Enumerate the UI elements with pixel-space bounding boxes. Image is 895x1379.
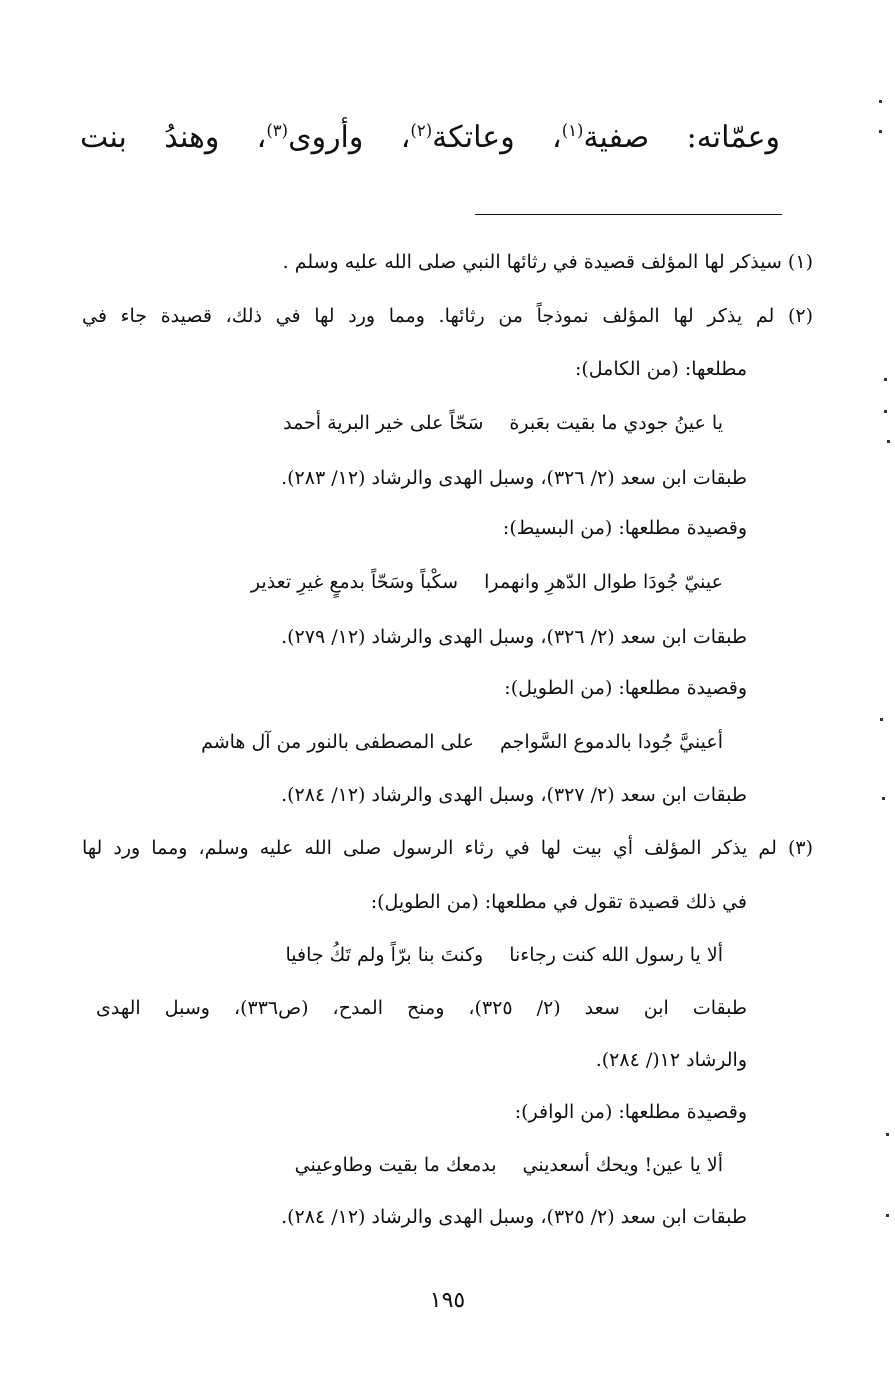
- footnote-2-line: (٢) لم يذكر لها المؤلف نموذجاً من رثائها. ومما ورد لها في ذلك، قصيدة جاء في: [82, 305, 813, 327]
- verse-hemistich: ألا يا عين! ويحك أسعديني: [522, 1154, 723, 1176]
- verse-hemistich: سَحّاً على خير البرية أحمد: [283, 412, 484, 434]
- verse-intro: وقصيدة مطلعها: (من البسيط):: [502, 517, 747, 539]
- scan-speck: [879, 130, 882, 133]
- verse-reference: طبقات ابن سعد (٢/ ٣٢٥)، ومنح المدح، (ص٣٣٦)، وسبل الهدى: [96, 997, 747, 1019]
- main-text-line: [80, 108, 780, 168]
- verse-intro: وقصيدة مطلعها: (من الوافر):: [514, 1101, 747, 1123]
- verse-reference: طبقات ابن سعد (٢/ ٣٢٦)، وسبل الهدى والرشاد (١٢/ ٢٨٣).: [281, 467, 747, 489]
- verse-4: [285, 935, 723, 975]
- footnote-separator: [475, 214, 782, 215]
- verse-intro: وقصيدة مطلعها: (من الطويل):: [504, 677, 747, 699]
- verse-2: [251, 562, 723, 602]
- verse-hemistich: أعينيَّ جُودا بالدموع السَّواجم: [499, 731, 723, 753]
- verse-hemistich: ألا يا رسول الله كنت رجاءنا: [509, 944, 723, 966]
- verse-hemistich: على المصطفى بالنور من آل هاشم: [201, 731, 474, 753]
- scan-speck: [887, 440, 890, 443]
- verse-hemistich: بدمعك ما بقيت وطاوعيني: [294, 1154, 497, 1176]
- footnote-ref-1: (١): [561, 121, 584, 140]
- verse-reference: طبقات ابن سعد (٢/ ٣٢٦)، وسبل الهدى والرشاد (١٢/ ٢٧٩).: [281, 626, 747, 648]
- scan-speck: [886, 1214, 889, 1217]
- verse-reference: طبقات ابن سعد (٢/ ٣٢٧)، وسبل الهدى والرشاد (١٢/ ٢٨٤).: [281, 784, 747, 806]
- main-text-part: ، وأروى: [288, 120, 411, 155]
- verse-hemistich: سكْباً وسَحّاً بدمعٍ غيرِ تعذير: [250, 571, 459, 593]
- verse-reference: والرشاد ١٢(/ ٢٨٤).: [595, 1049, 747, 1071]
- scan-speck: [880, 718, 883, 721]
- verse-3: [201, 722, 723, 762]
- verse-hemistich: يا عينُ جودي ما بقيت بعَبرة: [509, 412, 723, 434]
- scan-speck: [884, 410, 887, 413]
- verse-hemistich: عينيّ جُودَا طوال الدّهرِ وانهمرا: [484, 571, 723, 593]
- main-text-part: وعمّاته: صفية: [583, 120, 781, 155]
- page-number: ١٩٥: [429, 1288, 466, 1313]
- main-text-part: ، وهندُ بنت: [80, 120, 267, 155]
- footnote-2-line: مطلعها: (من الكامل):: [574, 358, 747, 380]
- footnote-ref-3: (٣): [266, 121, 289, 140]
- footnote-3-line: (٣) لم يذكر المؤلف أي بيت لها في رثاء الرسول صلى الله عليه وسلم، ومما ورد لها: [82, 837, 813, 859]
- scan-speck: [879, 100, 882, 103]
- footnote-ref-2: (٢): [410, 121, 433, 140]
- verse-1: [283, 403, 723, 443]
- footnote-1: (١) سيذكر لها المؤلف قصيدة في رثائها النبي صلى الله عليه وسلم .: [282, 251, 813, 273]
- verse-reference: طبقات ابن سعد (٢/ ٣٢٥)، وسبل الهدى والرشاد (١٢/ ٢٨٤).: [281, 1206, 747, 1228]
- scan-speck: [884, 378, 887, 381]
- verse-5: [295, 1145, 723, 1185]
- main-text-part: ، وعاتكة: [432, 120, 562, 155]
- scan-speck: [882, 797, 885, 800]
- footnote-3-line: في ذلك قصيدة تقول في مطلعها: (من الطويل):: [370, 891, 747, 913]
- scan-speck: [886, 1133, 889, 1136]
- verse-hemistich: وكنتَ بنا برّاً ولم تَكُ جافيا: [285, 944, 484, 966]
